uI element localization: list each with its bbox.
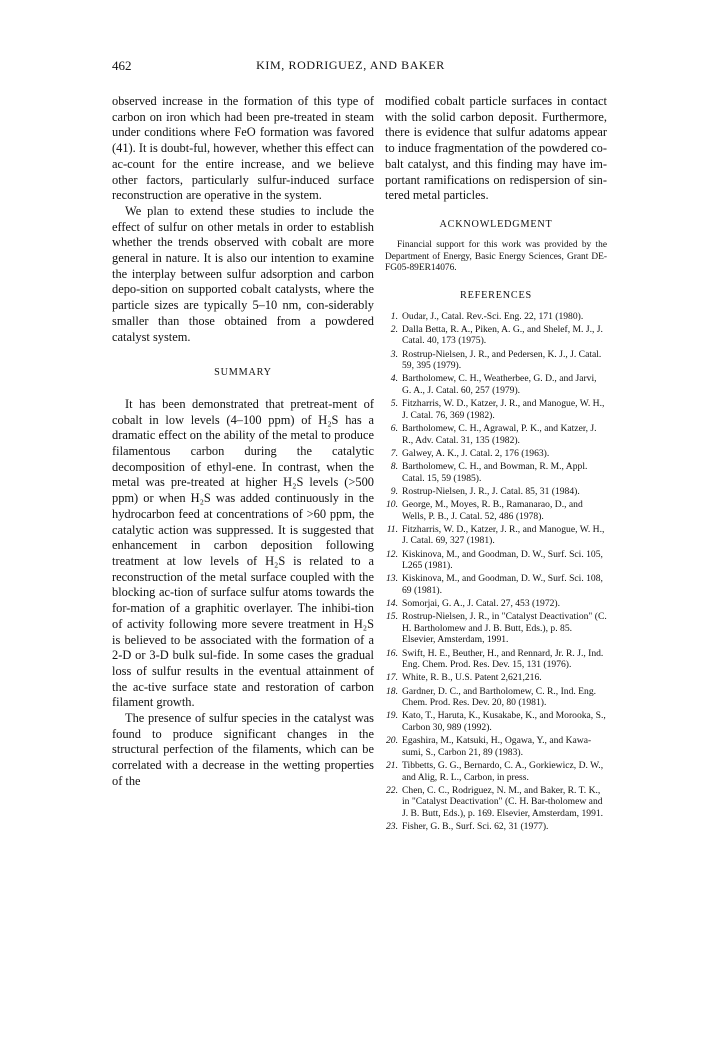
reference-text: Bartholomew, C. H., and Bowman, R. M., Appl. Catal. 15, 59 (1985). xyxy=(402,460,588,484)
body-paragraph: modified cobalt particle surfaces in contact with the solid carbon deposit. Furthermore, there is evidence that sulfur adatoms appear to induce fragmentation of the powdered co-balt catalyst, and this finding may have im-portant ramifications on redispersion of sin-tered metal particles. xyxy=(385,94,607,203)
reference-number: 1. xyxy=(390,310,398,322)
reference-text: George, M., Moyes, R. B., Ramanarao, D., and Wells, P. B., J. Catal. 52, 486 (1978). xyxy=(402,498,583,522)
reference-item xyxy=(385,735,607,758)
reference-item xyxy=(385,373,607,396)
page-number: 462 xyxy=(112,58,132,73)
references-list xyxy=(385,311,607,833)
reference-text: Bartholomew, C. H., Weatherbee, G. D., and Jarvi, G. A., J. Catal. 60, 257 (1979). xyxy=(402,373,597,397)
reference-text: Kato, T., Haruta, K., Kusakabe, K., and Morooka, S., Carbon 30, 989 (1992). xyxy=(402,710,606,733)
reference-number: 10. xyxy=(386,498,398,510)
reference-item xyxy=(385,598,607,610)
reference-item xyxy=(385,461,607,484)
reference-text: Egashira, M., Katsuki, H., Ogawa, Y., and Kawa-sumi, S., Carbon 21, 89 (1983). xyxy=(402,735,592,758)
body-paragraph: The presence of sulfur species in the catalyst was found to produce significant changes in the structural perfection of the filaments, which can be correlated with a decrease in the wetting properties of the xyxy=(112,711,374,788)
reference-text: Tibbetts, G. G., Bernardo, C. A., Gorkiewicz, D. W., and Alig, R. L., Carbon, in press. xyxy=(402,759,604,783)
reference-text: Galwey, A. K., J. Catal. 2, 176 (1963). xyxy=(402,447,550,459)
reference-item xyxy=(385,573,607,596)
reference-text: Fitzharris, W. D., Katzer, J. R., and Manogue, W. H., J. Catal. 76, 369 (1982). xyxy=(402,398,605,421)
reference-item xyxy=(385,549,607,572)
reference-item xyxy=(385,499,607,522)
reference-item xyxy=(385,686,607,709)
reference-item xyxy=(385,398,607,421)
reference-number: 8. xyxy=(390,460,398,472)
reference-number: 13. xyxy=(386,573,398,585)
reference-item xyxy=(385,448,607,460)
reference-text: Oudar, J., Catal. Rev.-Sci. Eng. 22, 171 (1980). xyxy=(402,310,584,322)
reference-text: Gardner, D. C., and Bartholomew, C. R., Ind. Eng. Chem. Prod. Res. Dev. 20, 80 (1981). xyxy=(402,685,597,709)
reference-number: 20. xyxy=(386,735,398,747)
reference-item xyxy=(385,324,607,347)
reference-number: 6. xyxy=(390,423,398,435)
reference-text: Rostrup-Nielsen, J. R., and Pedersen, K. J., J. Catal. 59, 395 (1979). xyxy=(402,348,602,372)
reference-item xyxy=(385,423,607,446)
reference-text: Fisher, G. B., Surf. Sci. 62, 31 (1977). xyxy=(402,821,549,833)
left-column xyxy=(112,94,374,790)
running-title: KIM, RODRIGUEZ, AND BAKER xyxy=(256,58,445,72)
reference-text: Rostrup-Nielsen, J. R., in "Catalyst Deactivation" (C. H. Bartholomew and J. B. Butt, Eds.), p. 85. Elsevier, Amsterdam, 1991. xyxy=(402,611,607,646)
reference-number: 19. xyxy=(386,710,398,722)
reference-item xyxy=(385,311,607,323)
reference-number: 15. xyxy=(386,611,398,623)
reference-number: 18. xyxy=(386,685,398,697)
reference-text: White, R. B., U.S. Patent 2,621,216. xyxy=(402,672,542,684)
reference-item xyxy=(385,760,607,783)
reference-number: 7. xyxy=(390,447,398,459)
reference-item xyxy=(385,710,607,733)
reference-item xyxy=(385,486,607,498)
reference-number: 5. xyxy=(390,398,398,410)
summary-paragraph: It has been demonstrated that pretreat-ment of cobalt in low levels (4–100 ppm) of H₂S has a dramatic effect on the ability of the metal to produce filamentous carbon during the catalytic decomposition of ethyl-ene. In contrast, when the metal was pre-treated at higher H₂S levels (>500 ppm) or when H₂S was added continuously in the hydrocarbon feed at concentrations of >60 ppm, the catalytic action was suppressed. It is suggested that enhancement in carbon deposition following treatment at low levels of H₂S is related to a reconstruction of the metal surface coupled with the blocking ac-tion of surface sulfur atoms towards the for-mation of a graphitic overlayer. The inhibi-tion of activity following more severe treatment in H₂S is believed to be associated with the formation of a 2-D or 3-D bulk sul-fide. In some cases the gradual loss of sulfur results in the eventual attainment of the ac-tive surface state and restoration of carbon filament growth. xyxy=(112,396,374,710)
acknowledgment-heading: ACKNOWLEDGMENT xyxy=(439,218,553,230)
reference-text: Bartholomew, C. H., Agrawal, P. K., and Katzer, J. R., Adv. Catal. 31, 135 (1982). xyxy=(402,423,597,446)
reference-number: 12. xyxy=(386,548,398,560)
reference-item xyxy=(385,821,607,833)
body-paragraph: observed increase in the formation of this type of carbon on iron which had been pre-treated in steam under conditions where FeO formation was favored (41). It is doubt-ful, however, whether this effect can ac-count for the entire increase, and we believe other factors, particularly sulfur-induced surface reconstruction are operative in the system. xyxy=(112,94,374,203)
reference-number: 2. xyxy=(390,323,398,335)
right-column xyxy=(385,94,607,834)
references-heading: REFERENCES xyxy=(460,289,532,301)
reference-number: 4. xyxy=(390,373,398,385)
reference-number: 23. xyxy=(386,821,398,833)
reference-item xyxy=(385,349,607,372)
reference-text: Rostrup-Nielsen, J. R., J. Catal. 85, 31 (1984). xyxy=(402,485,580,497)
reference-item xyxy=(385,611,607,646)
reference-number: 9. xyxy=(390,485,398,497)
summary-heading: SUMMARY xyxy=(214,367,272,379)
reference-text: Chen, C. C., Rodriguez, N. M., and Baker, R. T. K., in "Catalyst Deactivation" (C. H. Bar-tholomew and J. B. Butt, Eds.), p. 169. Elsevier, Amsterdam, 1991. xyxy=(402,784,604,819)
reference-number: 16. xyxy=(386,647,398,659)
reference-number: 14. xyxy=(386,598,398,610)
reference-number: 3. xyxy=(390,348,398,360)
reference-number: 22. xyxy=(386,784,398,796)
reference-number: 11. xyxy=(386,523,398,535)
reference-item xyxy=(385,785,607,820)
reference-text: Fitzharris, W. D., Katzer, J. R., and Manogue, W. H., J. Catal. 69, 327 (1981). xyxy=(402,523,605,547)
acknowledgment-text: Financial support for this work was provided by the Department of Energy, Basic Energy Sciences, Grant DE-FG05-89ER14076. xyxy=(385,239,607,274)
reference-item xyxy=(385,648,607,671)
reference-number: 21. xyxy=(386,759,398,771)
body-paragraph: We plan to extend these studies to include the effect of sulfur on other metals in order to establish whether the trends observed with cobalt are more general in nature. It is also our intention to examine the interplay between sulfur adsorption and carbon depo-sition on supported cobalt catalysts, where the particle sizes are typically 5–10 nm, con-siderably smaller than those obtained from a powdered catalyst system. xyxy=(112,203,374,344)
reference-text: Kiskinova, M., and Goodman, D. W., Surf. Sci. 108, 69 (1981). xyxy=(402,573,603,596)
reference-item xyxy=(385,524,607,547)
reference-text: Somorjai, G. A., J. Catal. 27, 453 (1972). xyxy=(402,598,561,610)
reference-text: Swift, H. E., Beuther, H., and Rennard, Jr. R. J., Ind. Eng. Chem. Prod. Res. Dev. 15, 131 (1976). xyxy=(402,647,604,671)
reference-text: Dalla Betta, R. A., Piken, A. G., and Shelef, M. J., J. Catal. 40, 173 (1975). xyxy=(402,323,603,347)
reference-number: 17. xyxy=(386,672,398,684)
reference-item xyxy=(385,672,607,684)
reference-text: Kiskinova, M., and Goodman, D. W., Surf. Sci. 105, L265 (1981). xyxy=(402,548,603,572)
